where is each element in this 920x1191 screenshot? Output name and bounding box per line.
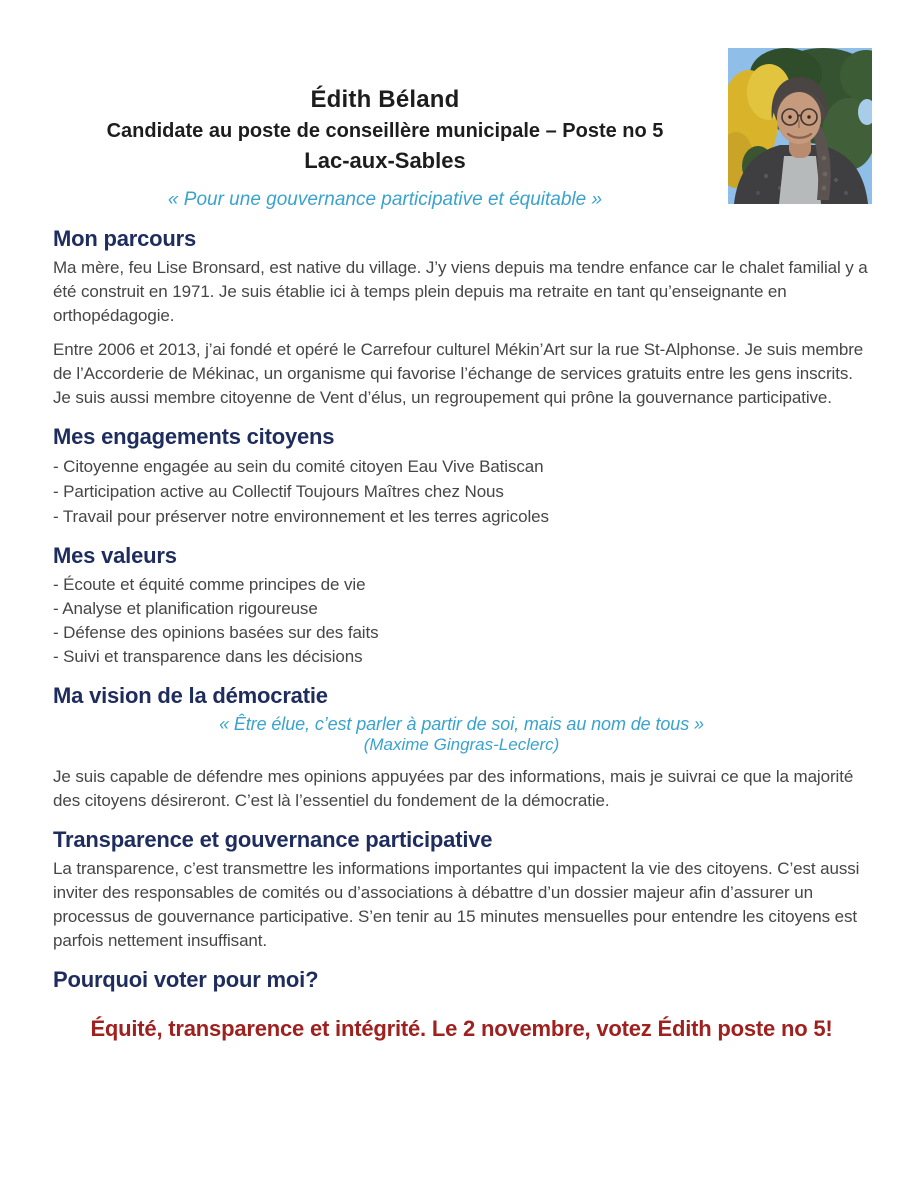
vision-quote: « Être élue, c’est parler à partir de soi, mais au nom de tous » [219,714,704,734]
vision-quote-attribution: (Maxime Gingras-Leclerc) [363,735,560,754]
section-heading-parcours: Mon parcours [53,226,197,251]
list-item: - Défense des opinions basées sur des faits [53,623,379,642]
candidate-city: Lac-aux-Sables [304,148,466,173]
flyer-header [53,86,717,212]
candidate-photo [728,48,872,204]
valeurs-list [53,573,870,669]
list-item: - Citoyenne engagée au sein du comité citoyen Eau Vive Batiscan [53,457,544,476]
paragraph-parcours-1: Ma mère, feu Lise Bronsard, est native du village. J’y viens depuis ma tendre enfance car le chalet familial y a été construit en 1971. Je suis établie ici à temps plein depuis ma retraite en tant qu’enseignante en orthopédagogie. [53,258,868,325]
section-heading-vision: Ma vision de la démocratie [53,683,328,708]
candidate-position: Candidate au poste de conseillère municipale – Poste no 5 [106,120,664,142]
list-item: - Travail pour préserver notre environnement et les terres agricoles [53,507,549,526]
section-engagements [53,424,870,529]
section-heading-engagements: Mes engagements citoyens [53,424,335,449]
paragraph-transparence: La transparence, c’est transmettre les informations importantes qui impactent la vie des citoyens. C’est aussi inviter des responsables de comités ou d’associations à débattre d’un dossier majeur afin d’assurer un processus de gouvernance participative. S’en tenir au 15 minutes mensuelles pour entendre les citoyens est parfois nettement insuffisant. [53,859,860,950]
engagements-list [53,454,870,529]
section-heading-transparence: Transparence et gouvernance participative [53,827,493,852]
candidate-name: Édith Béland [310,86,460,113]
paragraph-parcours-2: Entre 2006 et 2013, j’ai fondé et opéré le Carrefour culturel Mékin’Art sur la rue St-Alphonse. Je suis membre de l’Accorderie de Mékinac, un organisme qui favorise l’échange de services gratuits entre les gens inscrits. Je suis aussi membre citoyenne de Vent d’élus, un regroupement qui prône la gouvernance participative. [53,340,864,407]
section-parcours [53,226,870,410]
section-pourquoi [53,967,870,992]
section-heading-pourquoi: Pourquoi voter pour moi? [53,967,319,992]
candidate-photo-illustration [728,48,872,204]
section-vision [53,683,870,813]
cta-banner: Équité, transparence et intégrité. Le 2 novembre, votez Édith poste no 5! [90,1016,833,1041]
campaign-slogan: « Pour une gouvernance participative et équitable » [167,189,603,210]
list-item: - Analyse et planification rigoureuse [53,599,318,618]
section-heading-valeurs: Mes valeurs [53,543,177,568]
section-transparence [53,827,870,953]
list-item: - Suivi et transparence dans les décisions [53,647,363,666]
paragraph-vision: Je suis capable de défendre mes opinions appuyées par des informations, mais je suivrai ce que la majorité des citoyens désireront. C’est là l’essentiel du fondement de la démocratie. [53,767,854,810]
list-item: - Écoute et équité comme principes de vie [53,575,366,594]
list-item: - Participation active au Collectif Toujours Maîtres chez Nous [53,482,504,501]
section-valeurs [53,543,870,669]
